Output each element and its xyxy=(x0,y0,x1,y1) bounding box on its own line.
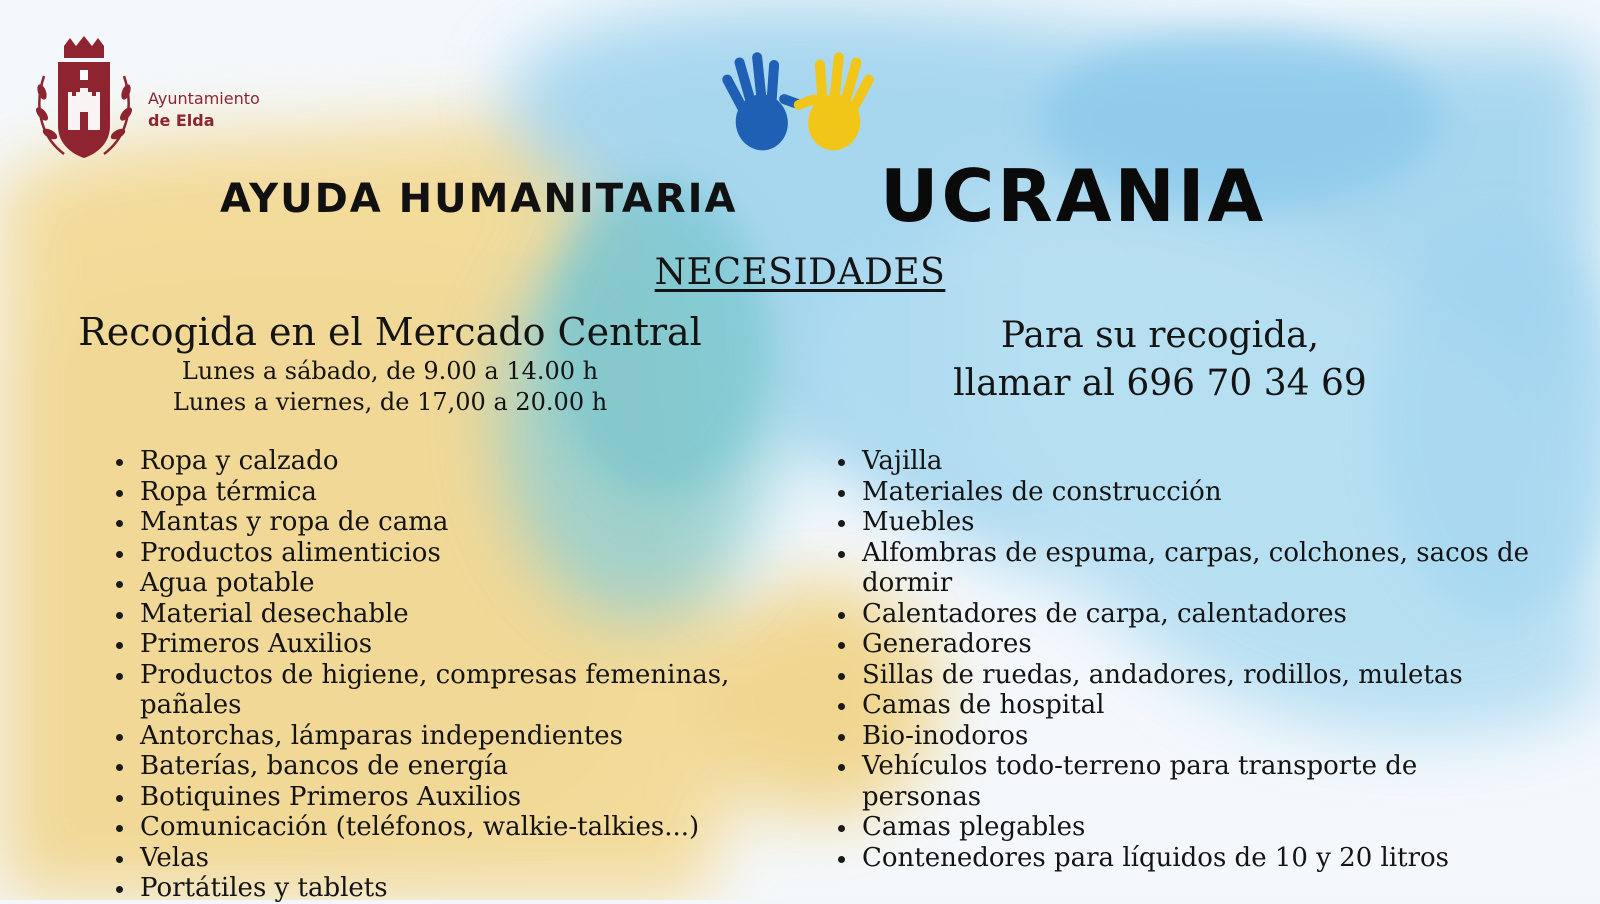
list-item: Materiales de construcción xyxy=(836,477,1536,508)
section-heading xyxy=(0,252,1600,293)
coat-of-arms-icon xyxy=(30,36,140,166)
pickup-info xyxy=(940,312,1380,408)
list-item: Productos de higiene, compresas femeninas, pañales xyxy=(114,660,834,721)
list-item: Baterías, bancos de energía xyxy=(114,751,834,782)
schedule-weekday-afternoon: Lunes a viernes, de 17,00 a 20.00 h xyxy=(172,388,608,416)
list-item: Contenedores para líquidos de 10 y 20 litros xyxy=(836,843,1536,874)
needs-heading: NECESIDADES xyxy=(654,252,946,293)
list-item: Sillas de ruedas, andadores, rodillos, muletas xyxy=(836,660,1536,691)
list-item: Camas de hospital xyxy=(836,690,1536,721)
collection-info xyxy=(40,308,740,418)
yellow-hand-icon xyxy=(785,45,879,155)
list-item: Velas xyxy=(114,843,834,874)
logo-line-elda: de Elda xyxy=(148,111,215,130)
pickup-phone: llamar al 696 70 34 69 xyxy=(953,363,1367,404)
ayuntamiento-elda-logo xyxy=(30,36,290,166)
pickup-line: Para su recogida, xyxy=(1000,315,1320,356)
list-item: Botiquines Primeros Auxilios xyxy=(114,782,834,813)
hands-illustration xyxy=(708,42,888,160)
list-item: Agua potable xyxy=(114,568,834,599)
needs-list-left xyxy=(114,446,834,904)
main-title xyxy=(0,150,1600,240)
collection-heading: Recogida en el Mercado Central xyxy=(78,310,702,354)
list-item: Bio-inodoros xyxy=(836,721,1536,752)
list-item: Antorchas, lámparas independientes xyxy=(114,721,834,752)
list-item: Primeros Auxilios xyxy=(114,629,834,660)
list-item: Generadores xyxy=(836,629,1536,660)
list-item: Portátiles y tablets xyxy=(114,873,834,904)
list-item: Muebles xyxy=(836,507,1536,538)
title-ucrania: UCRANIA xyxy=(880,154,1267,238)
list-item: Alfombras de espuma, carpas, colchones, sacos de dormir xyxy=(836,538,1536,599)
schedule-weekday-morning: Lunes a sábado, de 9.00 a 14.00 h xyxy=(181,357,599,385)
logo-line-ayuntamiento: Ayuntamiento xyxy=(148,89,260,108)
list-item: Camas plegables xyxy=(836,812,1536,843)
list-item: Productos alimenticios xyxy=(114,538,834,569)
list-item: Ropa térmica xyxy=(114,477,834,508)
title-ayuda-humanitaria: AYUDA HUMANITARIA xyxy=(220,176,738,222)
list-item: Calentadores de carpa, calentadores xyxy=(836,599,1536,630)
list-item: Vehículos todo-terreno para transporte de personas xyxy=(836,751,1536,812)
list-item: Material desechable xyxy=(114,599,834,630)
list-item: Ropa y calzado xyxy=(114,446,834,477)
list-item: Comunicación (teléfonos, walkie-talkies...) xyxy=(114,812,834,843)
list-item: Mantas y ropa de cama xyxy=(114,507,834,538)
needs-list-right xyxy=(836,446,1536,873)
list-item: Vajilla xyxy=(836,446,1536,477)
